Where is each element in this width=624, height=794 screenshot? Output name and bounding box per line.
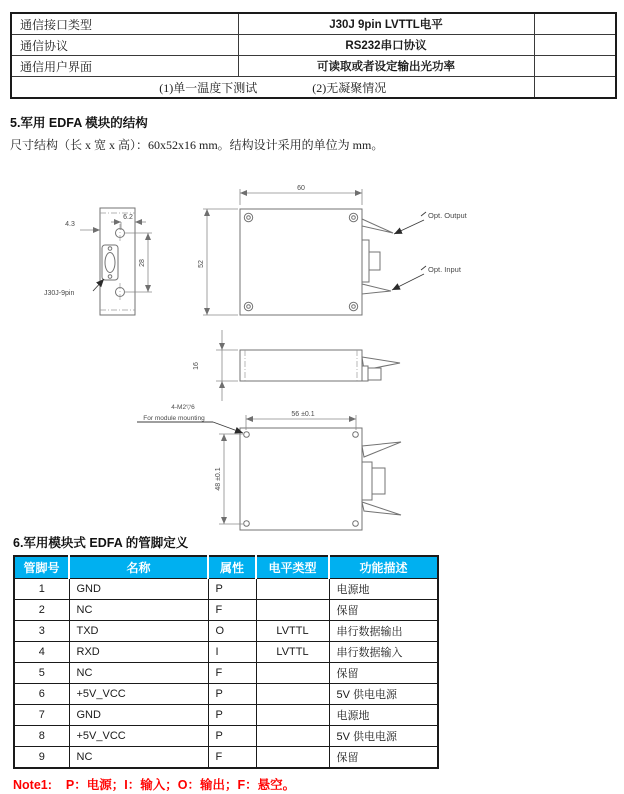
fiber-input <box>362 284 391 294</box>
pin-cell: NC <box>69 600 208 621</box>
pin-table-row <box>14 642 438 663</box>
dim-4_3: 4.3 <box>65 221 75 228</box>
dim-48: 48 ±0.1 <box>215 467 222 491</box>
pin-cell: +5V_VCC <box>69 726 208 747</box>
table-row <box>11 35 616 56</box>
spec-value: J30J 9pin LVTTL电平 <box>238 13 534 35</box>
note-line <box>13 775 295 793</box>
pin-cell: 5V 供电电源 <box>329 726 438 747</box>
pin-cell: RXD <box>69 642 208 663</box>
test-conditions-cell <box>11 77 534 99</box>
pin-cell: 1 <box>14 579 69 600</box>
mounting-note-line1: 4-M2▽6 <box>171 404 195 411</box>
spec-label: 通信用户界面 <box>11 56 238 77</box>
col-header-function: 功能描述 <box>329 556 438 579</box>
pin-cell: 保留 <box>329 747 438 769</box>
pin-cell: 7 <box>14 705 69 726</box>
note-label: Note1: <box>13 778 52 792</box>
pin-cell: 2 <box>14 600 69 621</box>
section5-heading: 5.军用 EDFA 模块的结构 <box>10 116 148 130</box>
pin-cell: F <box>208 747 256 769</box>
pin-definition-table <box>13 555 439 769</box>
pin-cell: LVTTL <box>256 621 329 642</box>
pin-cell: 9 <box>14 747 69 769</box>
pin-cell: 电源地 <box>329 705 438 726</box>
pin-cell: O <box>208 621 256 642</box>
pin-cell <box>256 579 329 600</box>
pin-table-row <box>14 621 438 642</box>
table-row <box>11 13 616 35</box>
section6-heading: 6.军用模块式 EDFA 的管脚定义 <box>13 536 189 550</box>
spec-value: RS232串口协议 <box>238 35 534 56</box>
col-header-pin-number: 管脚号 <box>14 556 69 579</box>
spec-empty-cell <box>534 77 616 99</box>
pin-table-row <box>14 579 438 600</box>
pin-cell <box>256 663 329 684</box>
pin-cell: P <box>208 705 256 726</box>
col-header-name: 名称 <box>69 556 208 579</box>
pin-cell: NC <box>69 747 208 769</box>
pin-cell: 电源地 <box>329 579 438 600</box>
pin-table-row <box>14 747 438 769</box>
j30j-9pin-label: J30J-9pin <box>44 290 75 297</box>
pin-cell: 8 <box>14 726 69 747</box>
pin-cell: 6 <box>14 684 69 705</box>
test-condition-1: (1)单一温度下测试 <box>159 80 258 95</box>
table-row <box>11 77 616 99</box>
pin-cell: 5V 供电电源 <box>329 684 438 705</box>
pin-cell: P <box>208 579 256 600</box>
pin-table-row <box>14 705 438 726</box>
pin-table-row <box>14 726 438 747</box>
side-view <box>193 330 400 401</box>
section5-body-text: 尺寸结构（长 x 宽 x 高）：60x52x16 mm。结构设计采用的单位为 mm。 <box>10 138 384 152</box>
pin-cell: P <box>208 726 256 747</box>
pin-table-row <box>14 684 438 705</box>
dim-28: 28 <box>139 259 146 267</box>
comm-spec-table <box>10 12 617 99</box>
pin-cell: 串行数据输出 <box>329 621 438 642</box>
top-view <box>198 185 468 315</box>
pin-table-header-row <box>14 556 438 579</box>
pin-cell: F <box>208 600 256 621</box>
pin-cell: +5V_VCC <box>69 684 208 705</box>
pin-cell: TXD <box>69 621 208 642</box>
col-header-level-type: 电平类型 <box>256 556 329 579</box>
pin-cell: F <box>208 663 256 684</box>
spec-label: 通信协议 <box>11 35 238 56</box>
spec-value: 可读取或者设定输出光功率 <box>238 56 534 77</box>
pin-table-body <box>14 579 438 769</box>
pin-cell: 保留 <box>329 600 438 621</box>
test-condition-2: (2)无凝聚情况 <box>312 80 387 95</box>
fiber-output <box>362 219 393 233</box>
pin-table-row <box>14 600 438 621</box>
bottom-view <box>137 404 401 530</box>
pin-cell: GND <box>69 579 208 600</box>
opt-output-label: Opt. Output <box>428 211 467 220</box>
opt-input-label: Opt. Input <box>428 265 461 274</box>
pin-cell: P <box>208 684 256 705</box>
pin-cell <box>256 726 329 747</box>
dimension-drawing <box>0 178 624 534</box>
dim-52: 52 <box>198 260 205 268</box>
spec-empty-cell <box>534 35 616 56</box>
dim-6_2: 6.2 <box>123 214 133 221</box>
note-text: P：电源；I：输入；O：输出；F：悬空。 <box>65 778 296 792</box>
pin-cell: 串行数据输入 <box>329 642 438 663</box>
dim-16: 16 <box>193 362 200 370</box>
pin-cell <box>256 705 329 726</box>
spec-label: 通信接口类型 <box>11 13 238 35</box>
mounting-note-line2: For module mounting <box>143 415 205 422</box>
pin-cell: GND <box>69 705 208 726</box>
pin-cell: 4 <box>14 642 69 663</box>
pin-table-row <box>14 663 438 684</box>
pin-cell: 3 <box>14 621 69 642</box>
pin-cell <box>256 684 329 705</box>
pin-cell: LVTTL <box>256 642 329 663</box>
col-header-attribute: 属性 <box>208 556 256 579</box>
spec-empty-cell <box>534 13 616 35</box>
pin-cell: I <box>208 642 256 663</box>
dim-56: 56 ±0.1 <box>291 411 315 418</box>
pin-cell <box>256 600 329 621</box>
dim-60: 60 <box>297 185 305 192</box>
pin-cell <box>256 747 329 769</box>
pin-cell: 5 <box>14 663 69 684</box>
end-view <box>44 208 152 315</box>
pin-cell: NC <box>69 663 208 684</box>
spec-empty-cell <box>534 56 616 77</box>
table-row <box>11 56 616 77</box>
pin-cell: 保留 <box>329 663 438 684</box>
